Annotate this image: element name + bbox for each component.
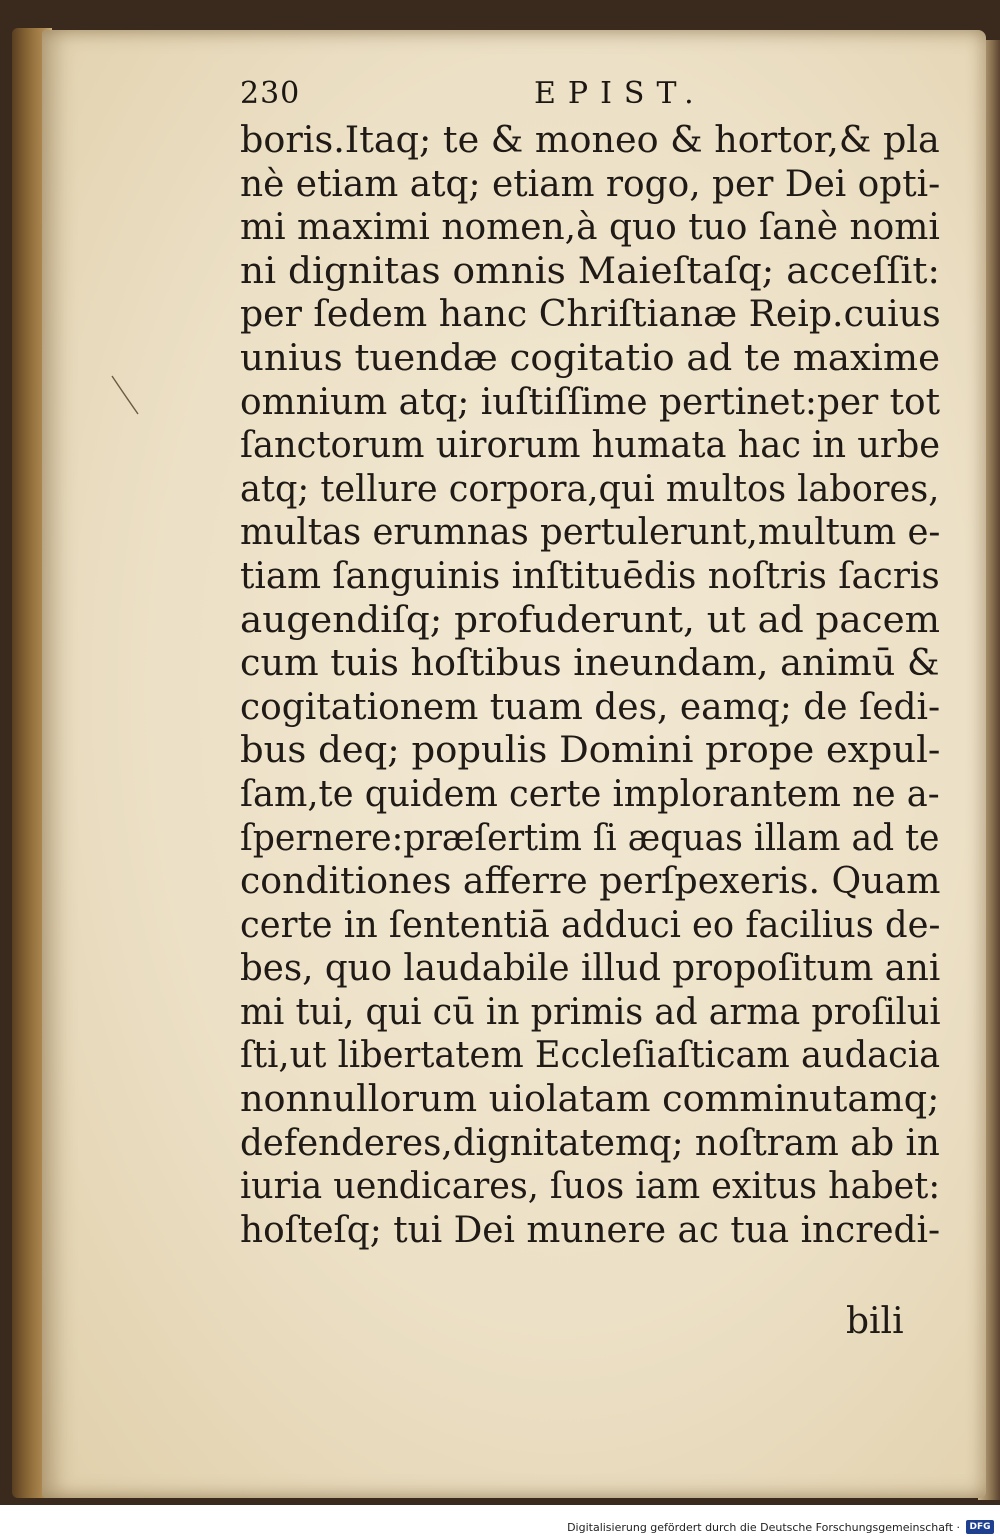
text-line: bus deq; populis Domini prope expul- xyxy=(240,728,941,772)
text-line: unius tuendæ cogitatio ad te maxime xyxy=(240,335,941,379)
text-line: bes, quo laudabile illud propoſitum ani xyxy=(240,946,941,990)
body-text xyxy=(240,118,944,1251)
funding-credit: Digitalisierung gefördert durch die Deutsche Forschungsgemeinschaft · xyxy=(567,1521,960,1534)
text-line: boris.Itaq; te & moneo & hortor,& pla xyxy=(240,118,940,161)
text-line: ſanctorum uirorum humata hac in urbe xyxy=(240,423,941,467)
text-line: atq; tellure corpora,qui multos labores, xyxy=(240,466,940,510)
text-line: nonnullorum uiolatam comminutamq; xyxy=(240,1077,940,1121)
page-number: 230 xyxy=(240,76,301,111)
text-line: ſti,ut libertatem Eccleſiaſticam audacia xyxy=(240,1033,941,1077)
digitization-footer xyxy=(0,1505,1000,1540)
text-line: certe in ſententiā adduci eo facilius de- xyxy=(240,902,941,946)
text-line: per ſedem hanc Chriſtianæ Reip.cuius xyxy=(240,292,941,336)
text-line: ſpernere:præſertim ſi æquas illam ad te xyxy=(240,815,940,859)
text-line: mi maximi nomen,à quo tuo ſanè nomi xyxy=(240,205,940,249)
text-line: nè etiam atq; etiam rogo, per Dei opti- xyxy=(240,161,941,205)
catchword: bili xyxy=(846,1301,904,1342)
stray-ink-mark xyxy=(108,372,142,418)
dfg-logo-icon: DFG xyxy=(966,1520,994,1534)
text-line: cogitationem tuam des, eamq; de ſedi- xyxy=(240,684,941,728)
text-line: cum tuis hoſtibus ineundam, animū & xyxy=(240,641,940,685)
text-line: conditiones afferre perſpexeris. Quam xyxy=(240,859,941,903)
text-line: augendiſq; profuderunt, ut ad pacem xyxy=(240,597,941,641)
text-line: multas erumnas pertulerunt,multum e- xyxy=(240,510,941,554)
text-line: hoſteſq; tui Dei munere ac tua incredi- xyxy=(240,1207,941,1251)
text-line: defenderes,dignitatemq; noſtram ab in xyxy=(240,1120,940,1164)
text-line: tiam ſanguinis inſtituēdis noſtris ſacris xyxy=(240,553,940,597)
text-line: omnium atq; iuſtiſſime pertinet:per tot xyxy=(240,379,941,423)
text-line: mi tui, qui cū in primis ad arma proſilui xyxy=(240,989,941,1033)
text-line: ni dignitas omnis Maieſtaſq; acceſſit: xyxy=(240,248,941,292)
running-head: EPIST. xyxy=(534,76,706,111)
text-line: iuria uendicares, ſuos iam exitus habet: xyxy=(240,1164,941,1208)
text-line: ſam,te quidem certe implorantem ne a- xyxy=(240,771,940,815)
